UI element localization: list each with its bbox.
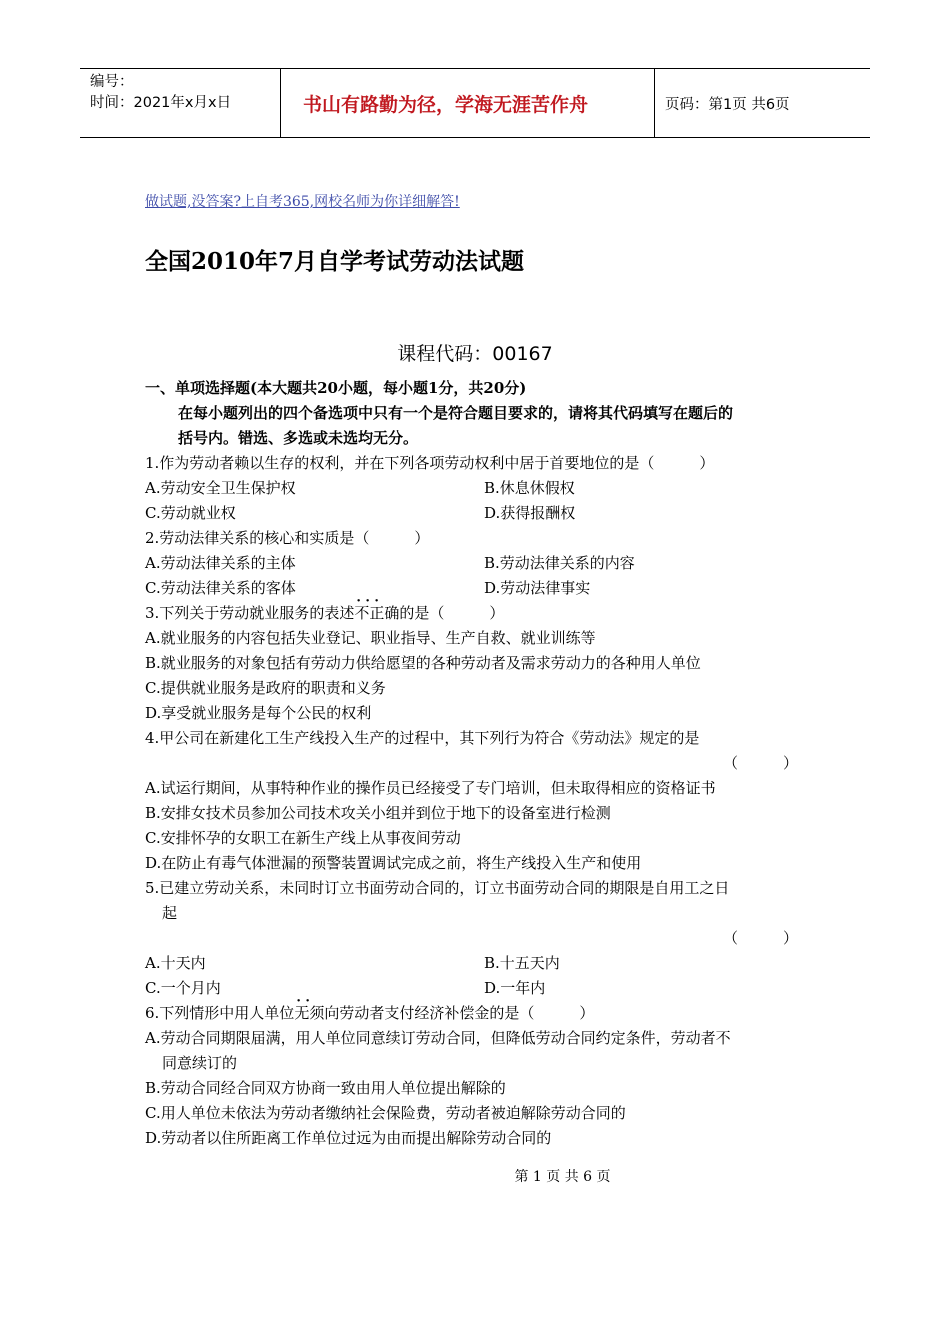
- ad-link[interactable]: 做试题,没答案?上自考365,网校名师为你详细解答!: [145, 194, 460, 210]
- option-c: C.一个月内: [145, 979, 221, 997]
- question-6-stem-post: 向劳动者支付经济补偿金的是（ ）: [324, 1004, 595, 1022]
- question-5-paren-line: [145, 926, 810, 951]
- option-c: C.用人单位未依法为劳动者缴纳社会保险费，劳动者被迫解除劳动合同的: [145, 1104, 626, 1122]
- option-c: C.提供就业服务是政府的职责和义务: [145, 679, 386, 697]
- question-2-options-row-2: [145, 576, 810, 601]
- question-6-stem-pre: 6.下列情形中用人单位: [145, 1004, 295, 1022]
- question-1-options-row-1: [145, 476, 810, 501]
- section-heading: 一、单项选择题(本大题共20小题，每小题1分，共20分): [145, 379, 527, 397]
- option-b: B.十五天内: [484, 954, 560, 972]
- header-motto: 书山有路勤为径，学海无涯苦作舟: [281, 69, 655, 137]
- question-6-emphasis: · · 无须: [294, 1004, 324, 1022]
- time-label: 时间：2021年x月x日: [90, 95, 232, 111]
- question-6-stem: [145, 1001, 810, 1026]
- question-3-emphasis: · · 不正确: [354, 604, 399, 622]
- question-1-stem: 1.作为劳动者赖以生存的权利，并在下列各项劳动权利中居于首要地位的是（ ）: [145, 454, 715, 472]
- question-5-stem-line-1: 5.已建立劳动关系，未同时订立书面劳动合同的，订立书面劳动合同的期限是自用工之日: [145, 879, 730, 897]
- option-c: C.劳动就业权: [145, 504, 236, 522]
- question-2-options-row-1: [145, 551, 810, 576]
- question-5-options-row-1: [145, 951, 810, 976]
- option-a: A.劳动法律关系的主体: [145, 554, 296, 572]
- question-5-options-row-2: [145, 976, 810, 1001]
- option-d: D.劳动法律事实: [484, 579, 591, 597]
- option-a: A.试运行期间，从事特种作业的操作员已经接受了专门培训，但未取得相应的资格证书: [145, 779, 716, 797]
- option-b: B.劳动法律关系的内容: [484, 554, 635, 572]
- answer-parentheses: （ ）: [722, 929, 798, 947]
- section-instructions-line-2: 括号内。错选、多选或未选均无分。: [178, 429, 419, 447]
- option-d: D.一年内: [484, 979, 546, 997]
- option-b: B.劳动合同经合同双方协商一致由用人单位提出解除的: [145, 1079, 506, 1097]
- page-title: 全国2010年7月自学考试劳动法试题: [145, 248, 525, 275]
- option-d: D.在防止有毒气体泄漏的预警装置调试完成之前，将生产线投入生产和使用: [145, 854, 642, 872]
- question-4-paren-line: [145, 751, 810, 776]
- page-footer: 第 1 页 共 6 页: [514, 1169, 611, 1185]
- question-2-stem: 2.劳动法律关系的核心和实质是（ ）: [145, 529, 430, 547]
- question-3-stem-post: 的是（ ）: [399, 604, 505, 622]
- option-a-line-2: 同意续订的: [162, 1054, 238, 1072]
- question-3-stem: [145, 601, 810, 626]
- answer-parentheses: （ ）: [722, 754, 798, 772]
- option-b: B.安排女技术员参加公司技术攻关小组并到位于地下的设备室进行检测: [145, 804, 611, 822]
- document-header: [80, 68, 870, 138]
- question-4-stem: 4.甲公司在新建化工生产线投入生产的过程中，其下列行为符合《劳动法》规定的是: [145, 729, 700, 747]
- question-1-options-row-2: [145, 501, 810, 526]
- option-a-line-1: A.劳动合同期限届满，用人单位同意续订劳动合同，但降低劳动合同约定条件，劳动者不: [145, 1029, 731, 1047]
- question-5-stem-line-2: 起: [162, 904, 178, 922]
- header-meta-cell: [80, 69, 281, 137]
- number-label: 编号：: [90, 74, 134, 90]
- option-d: D.劳动者以住所距离工作单位过远为由而提出解除劳动合同的: [145, 1129, 552, 1147]
- option-d: D.享受就业服务是每个公民的权利: [145, 704, 372, 722]
- exam-content: [145, 376, 810, 1151]
- option-d: D.获得报酬权: [484, 504, 576, 522]
- section-instructions-line-1: 在每小题列出的四个备选项中只有一个是符合题目要求的，请将其代码填写在题后的: [178, 404, 734, 422]
- question-3-stem-pre: 3.下列关于劳动就业服务的表述: [145, 604, 355, 622]
- option-c: C.安排怀孕的女职工在新生产线上从事夜间劳动: [145, 829, 461, 847]
- course-code: 课程代码：00167: [397, 343, 553, 365]
- header-page-info: 页码：第1页 共6页: [665, 96, 790, 113]
- option-a: A.十天内: [145, 954, 206, 972]
- option-b: B.休息休假权: [484, 479, 575, 497]
- option-c: C.劳动法律关系的客体: [145, 579, 296, 597]
- option-a: A.就业服务的内容包括失业登记、职业指导、生产自救、就业训练等: [145, 629, 596, 647]
- option-a: A.劳动安全卫生保护权: [145, 479, 296, 497]
- option-b: B.就业服务的对象包括有劳动力供给愿望的各种劳动者及需求劳动力的各种用人单位: [145, 654, 701, 672]
